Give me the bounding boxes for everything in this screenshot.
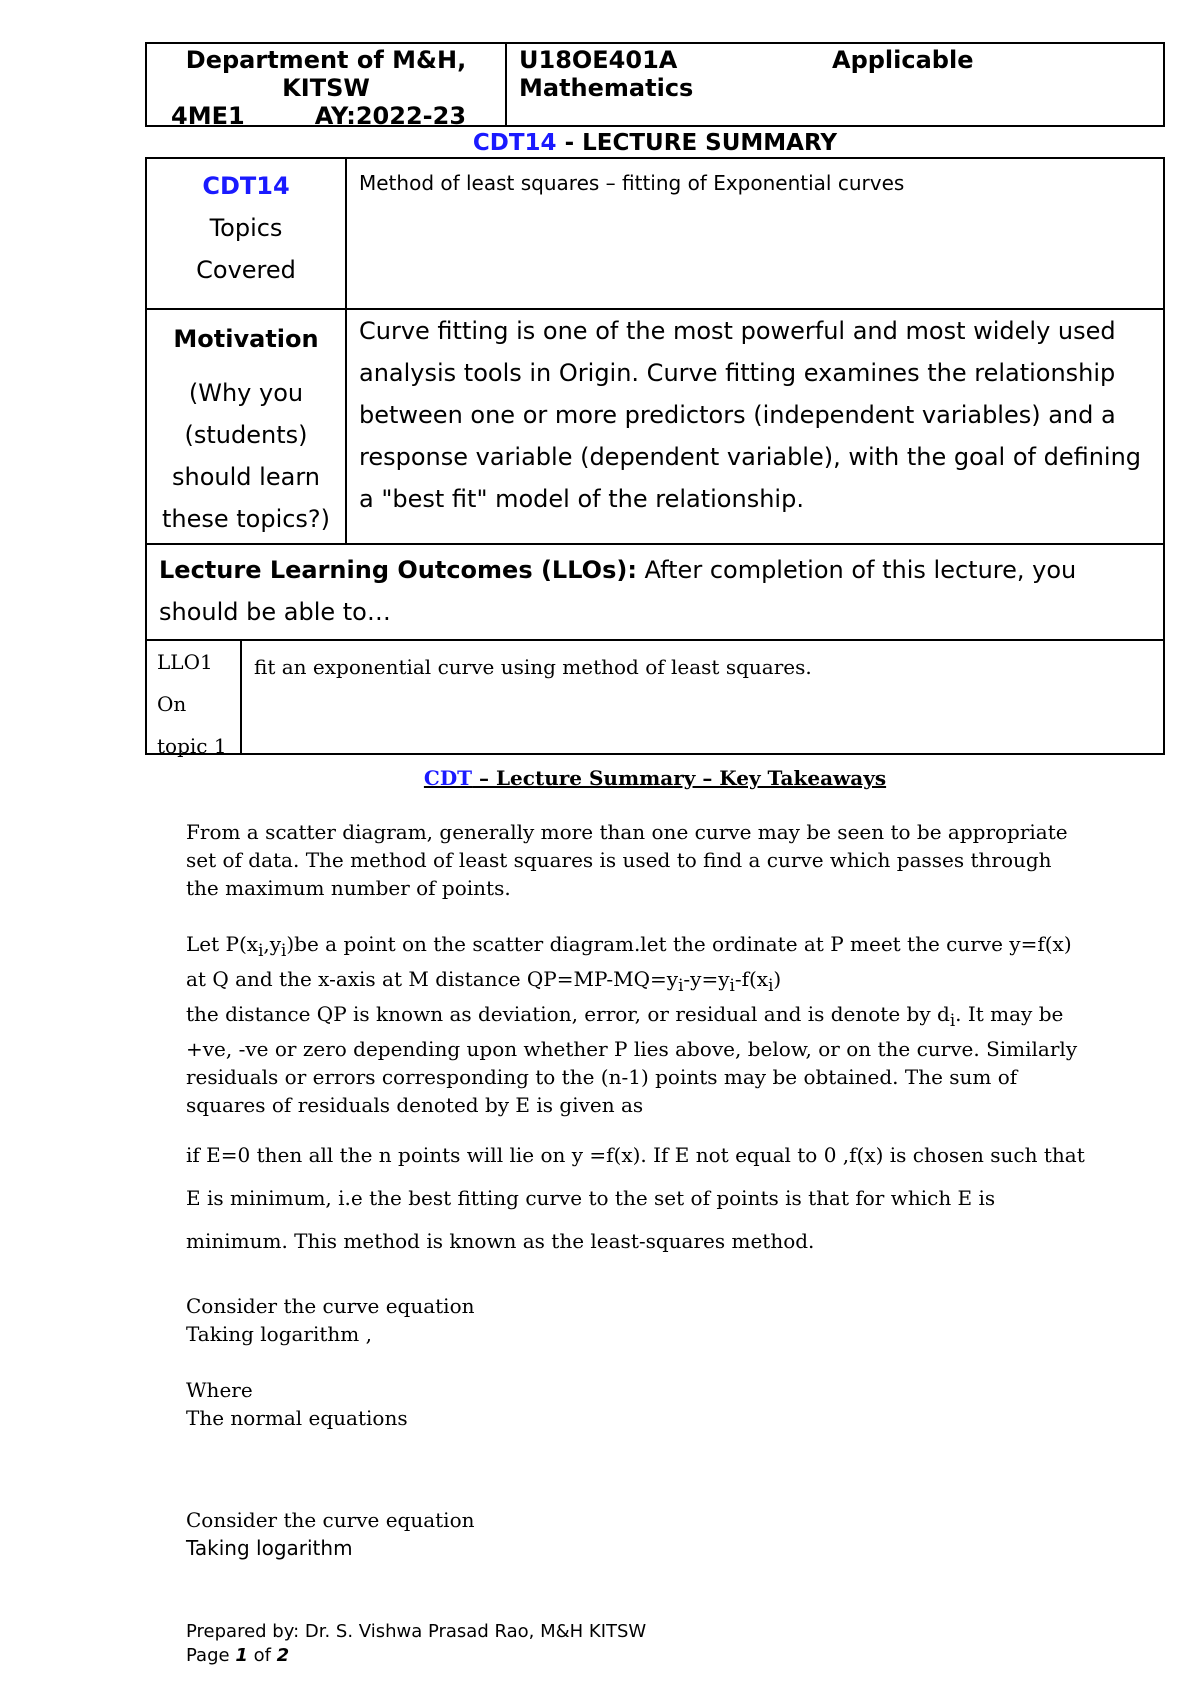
motivation-sub-1: (Why you [188, 379, 304, 407]
p2-text-g: the distance QP is known as deviation, error, or residual and is denote by d [186, 1002, 950, 1026]
page-footer [186, 1620, 646, 1668]
subscript-i: i [258, 941, 264, 960]
where-line: Where [186, 1378, 253, 1402]
subscript-i: i [729, 976, 735, 995]
class-year-row [171, 102, 495, 130]
llo-header-label: Lecture Learning Outcomes (LLOs): [159, 556, 637, 584]
p2-text-b: ,y [263, 932, 282, 956]
course-title-subject: Mathematics [519, 74, 694, 102]
motivation-sub-2: (students) [184, 421, 308, 449]
subscript-i: i [678, 976, 684, 995]
header-course-cell [507, 44, 1163, 125]
institute-name: KITSW [282, 74, 370, 102]
curve-equation-line: Consider the curve equation [186, 1294, 475, 1318]
paragraph-scatter-intro: From a scatter diagram, generally more than one curve may be seen to be appropriate set of data. The method of least squares is used to find a curve which passes through the maximum number of points. [186, 820, 1068, 900]
llo-header-text: After completion of this lecture, you should be able to… [159, 556, 1077, 626]
p2-text-f: ) [773, 967, 782, 991]
llo1-label-cell [147, 641, 242, 758]
motivation-label-cell [147, 310, 347, 543]
takeaways-rest: – Lecture Summary – Key Takeaways [472, 766, 887, 790]
llo1-on: On [157, 692, 187, 716]
normal-equations-line: The normal equations [186, 1406, 408, 1430]
subscript-i: i [768, 976, 774, 995]
llo-header-row [147, 545, 1163, 641]
lecture-summary-title [145, 128, 1165, 158]
taking-logarithm-line-2: Taking logarithm [186, 1536, 353, 1560]
header-department-cell [147, 44, 507, 130]
p2-text-c: )be a point on the scatter diagram.let the ordinate at P meet the curve y=f(x) at Q and the x-axis at M distance QP=MP-MQ=y [186, 932, 1072, 991]
paragraph-curve-equation-2 [186, 1506, 1086, 1562]
p2-text-e: -f(x [734, 967, 769, 991]
paragraph-normal-equations [186, 1376, 1086, 1432]
llo1-id: LLO1 [157, 650, 213, 674]
paragraph-least-squares: if E=0 then all the n points will lie on y =f(x). If E not equal to 0 ,f(x) is chosen such that E is minimum, i.e the best fitting curve to the set of points is that for which E is minimum. This method is known as the least-squares method. [186, 1143, 1085, 1253]
motivation-row [147, 310, 1163, 545]
key-takeaways-title [145, 764, 1165, 792]
summary-title-text: - LECTURE SUMMARY [556, 130, 838, 156]
department-name: Department of M&H, [185, 46, 467, 74]
academic-year: AY:2022-23 [314, 102, 467, 130]
llo1-topic: topic 1 [157, 734, 227, 758]
p2-text-a: Let P(x [186, 932, 259, 956]
llo1-content: fit an exponential curve using method of least squares. [254, 655, 812, 679]
llo1-row [147, 641, 1163, 758]
page-number [186, 1644, 646, 1668]
topics-label-line1: Topics [209, 214, 283, 242]
paragraph-residual-definition [186, 930, 1086, 1119]
motivation-content: Curve fitting is one of the most powerful and most widely used analysis tools in Origin. Curve fitting examines the relationship between one or more predictors (independent variables) and a response variable (dependent variable), with the goal of defining a "best fit" model of the relationship. [359, 317, 1142, 513]
topics-cdt-code: CDT14 [202, 172, 290, 200]
header-table [145, 42, 1165, 130]
class-code: 4ME1 [171, 102, 245, 130]
topics-content: Method of least squares – fitting of Exponential curves [359, 171, 905, 195]
motivation-sub-4: these topics?) [161, 505, 331, 533]
lecture-summary-table [145, 157, 1165, 758]
topics-label-cell [147, 159, 347, 308]
subscript-i: i [949, 1011, 956, 1030]
motivation-sub-3: should learn [172, 463, 320, 491]
of-label: of [247, 1645, 277, 1666]
paragraph-curve-equation [186, 1292, 1086, 1348]
takeaways-cdt: CDT [423, 766, 473, 790]
curve-equation-line-2: Consider the curve equation [186, 1508, 475, 1532]
page-current: 1 [235, 1645, 248, 1666]
summary-cdt-code: CDT14 [472, 130, 557, 156]
course-title-applicable: Applicable [832, 46, 974, 74]
topics-label-line2: Covered [196, 256, 296, 284]
p2-text-d: -y=y [683, 967, 730, 991]
motivation-heading: Motivation [173, 325, 319, 353]
subscript-i: i [281, 941, 287, 960]
course-code: U18OE401A [519, 46, 678, 74]
page-label: Page [186, 1645, 236, 1666]
taking-logarithm-line: Taking logarithm , [186, 1322, 372, 1346]
page-total: 2 [276, 1645, 290, 1666]
p2-text-h: . It may be +ve, -ve or zero depending upon whether P lies above, below, or on the curve. Similarly residuals or errors corresponding to the (n-1) points may be obtained. The sum of squares of residuals denoted by E is given as [186, 1002, 1078, 1117]
topics-row [147, 159, 1163, 310]
prepared-by: Prepared by: Dr. S. Vishwa Prasad Rao, M&H KITSW [186, 1621, 647, 1642]
